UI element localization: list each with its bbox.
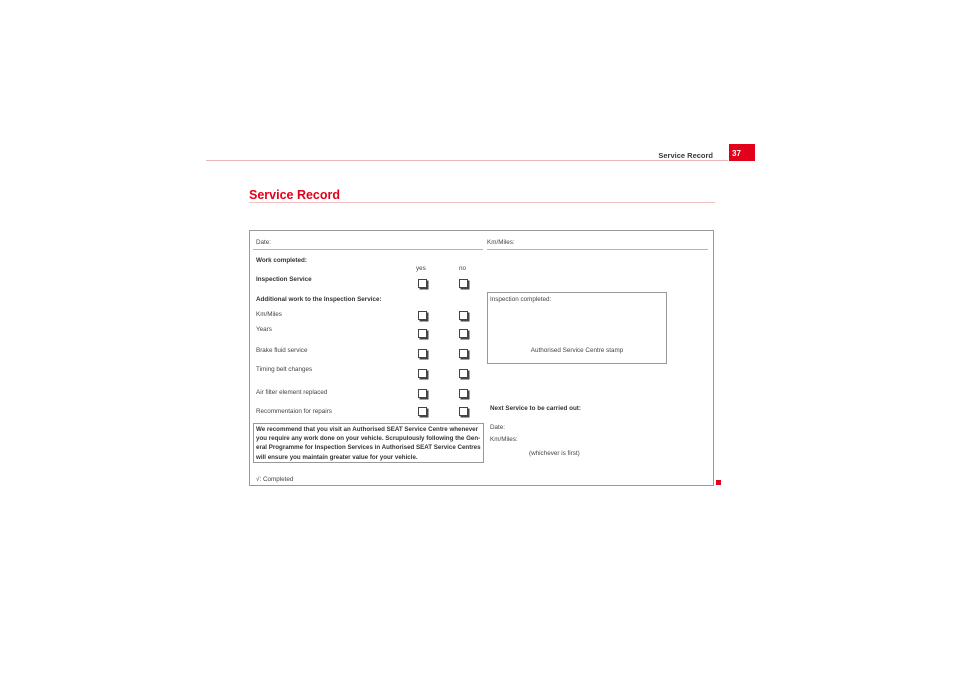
- title-rule: [249, 202, 715, 203]
- row-label-air-filter: Air filter element replaced: [256, 389, 328, 396]
- running-header: Service Record: [658, 151, 713, 160]
- row-label-years: Years: [256, 326, 272, 333]
- recommendation-notice: [253, 423, 484, 463]
- inspection-completed-label: Inspection completed:: [490, 296, 552, 303]
- page-number: 37: [729, 144, 755, 161]
- checkbox-yes-brake-fluid[interactable]: [418, 349, 427, 358]
- checkbox-yes-years[interactable]: [418, 329, 427, 338]
- date-label: Date:: [256, 239, 272, 246]
- date-line[interactable]: [253, 249, 483, 250]
- checkbox-yes-inspection-service[interactable]: [418, 279, 427, 288]
- header-rule: [206, 160, 728, 161]
- checkbox-no-air-filter[interactable]: [459, 389, 468, 398]
- checkbox-no-km-miles[interactable]: [459, 311, 468, 320]
- km-miles-line[interactable]: [487, 249, 708, 250]
- km-miles-label: Km/Miles:: [487, 239, 515, 246]
- row-label-timing-belt: Timing belt changes: [256, 366, 313, 373]
- next-km-label: Km/Miles:: [490, 436, 518, 443]
- checkbox-no-timing-belt[interactable]: [459, 369, 468, 378]
- row-label-inspection-service: Inspection Service: [256, 276, 312, 283]
- page-title: Service Record: [249, 188, 341, 202]
- row-label-km-miles: Km/Miles: [256, 311, 282, 318]
- next-date-label: Date:: [490, 424, 506, 431]
- checkbox-yes-timing-belt[interactable]: [418, 369, 427, 378]
- section-end-marker: [716, 480, 721, 485]
- checkbox-no-repairs[interactable]: [459, 407, 468, 416]
- row-label-brake-fluid: Brake fluid service: [256, 347, 308, 354]
- yes-header: yes: [416, 265, 426, 272]
- completed-legend: √: Completed: [256, 476, 294, 483]
- checkbox-no-years[interactable]: [459, 329, 468, 338]
- row-label-additional-work: Additional work to the Inspection Service:: [256, 296, 382, 303]
- checkbox-no-inspection-service[interactable]: [459, 279, 468, 288]
- recommendation-text: We recommend that you visit an Authorised SEAT Service Centre whenever you require any work done on your vehicle. Scrupulously following the Gen-eral Programme for Inspection Services in Authorised SEAT Service Centres will ensure you maintain greater value for your vehicle.: [256, 426, 481, 461]
- row-label-repairs: Recommentaion for repairs: [256, 408, 332, 415]
- no-header: no: [459, 265, 467, 272]
- checkbox-yes-km-miles[interactable]: [418, 311, 427, 320]
- checkbox-no-brake-fluid[interactable]: [459, 349, 468, 358]
- work-completed-label: Work completed:: [256, 257, 307, 264]
- whichever-note: (whichever is first): [529, 450, 580, 457]
- next-service-label: Next Service to be carried out:: [490, 405, 581, 412]
- checkbox-yes-repairs[interactable]: [418, 407, 427, 416]
- stamp-box: [487, 292, 667, 364]
- stamp-label: Authorised Service Centre stamp: [530, 347, 624, 354]
- checkbox-yes-air-filter[interactable]: [418, 389, 427, 398]
